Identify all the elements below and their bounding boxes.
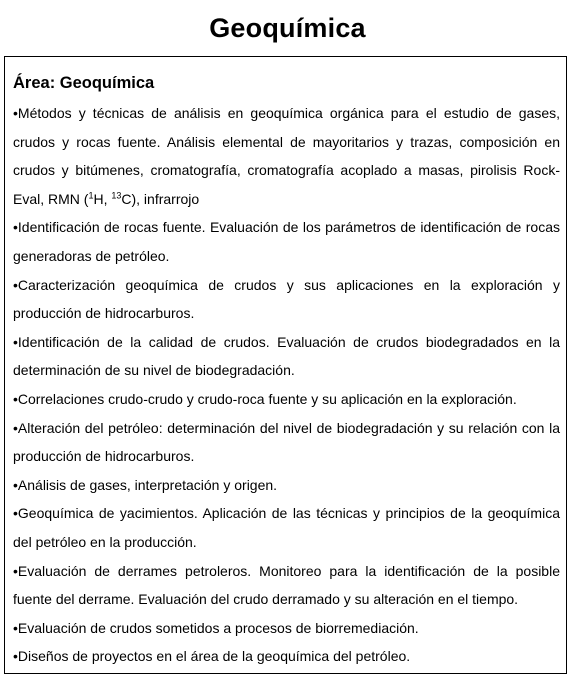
- item-text: C), infrarrojo: [121, 190, 200, 207]
- page-title: Geoquímica: [209, 13, 366, 43]
- bullet: •: [13, 333, 18, 350]
- item-text: Geoquímica de yacimientos. Aplicación de las técnicas y principios de la geoquímica del petróleo en la producción.: [13, 505, 560, 550]
- list-item: [13, 414, 560, 471]
- bullet: •: [13, 105, 18, 121]
- item-text: Identificación de la calidad de crudos. Evaluación de crudos biodegradados en la determinación de su nivel de biodegradación.: [13, 333, 560, 379]
- item-text: Correlaciones crudo-crudo y crudo-roca fuente y su aplicación en la exploración.: [17, 390, 517, 407]
- bullet: •: [13, 219, 18, 236]
- list-item: [13, 471, 560, 500]
- item-text: Identificación de rocas fuente. Evaluación de los parámetros de identificación de rocas generadoras de petróleo.: [13, 219, 560, 264]
- item-text: Caracterización geoquímica de crudos y sus aplicaciones en la exploración y producción de hidrocarburos.: [13, 276, 560, 322]
- item-text: Diseños de proyectos en el área de la geoquímica del petróleo.: [17, 648, 411, 665]
- item-text: Evaluación de derrames petroleros. Monitoreo para la identificación de la posible fuente del derrame. Evaluación del crudo derramado y su alteración en el tiempo.: [13, 562, 560, 608]
- item-list: [13, 99, 560, 671]
- bullet: •: [13, 648, 18, 665]
- bullet: •: [13, 619, 18, 636]
- list-item: [13, 499, 560, 556]
- bullet: •: [13, 419, 18, 436]
- superscript: 13: [111, 190, 122, 201]
- list-item: [13, 642, 560, 671]
- item-text: Alteración del petróleo: determinación del nivel de biodegradación y su relación con la producción de hidrocarburos.: [13, 419, 560, 465]
- bullet: •: [13, 505, 18, 522]
- list-item: [13, 385, 560, 414]
- item-text: H,: [93, 190, 112, 207]
- content-box: [4, 56, 567, 674]
- list-item: [13, 213, 560, 270]
- list-item-methods: [13, 99, 560, 213]
- list-item: [13, 557, 560, 614]
- list-item: [13, 328, 560, 385]
- bullet: •: [13, 562, 18, 579]
- item-text: Métodos y técnicas de análisis en geoquímica orgánica para el estudio de gases, crudos y rocas fuente. Análisis elemental de mayoritarios y trazas, composición en crudos y bitúmenes, cromatografía, cromatografía acoplado a masas, pirolisis Rock-Eval, RMN (: [13, 105, 560, 207]
- superscript: 1: [88, 190, 94, 201]
- area-heading: Área: Geoquímica: [13, 74, 155, 92]
- item-text: Análisis de gases, interpretación y origen.: [17, 476, 278, 493]
- bullet: •: [13, 476, 18, 493]
- list-item: [13, 271, 560, 328]
- bullet: •: [13, 276, 18, 293]
- list-item: [13, 614, 560, 643]
- item-text: Evaluación de crudos sometidos a procesos de biorremediación.: [17, 619, 419, 636]
- bullet: •: [13, 390, 18, 407]
